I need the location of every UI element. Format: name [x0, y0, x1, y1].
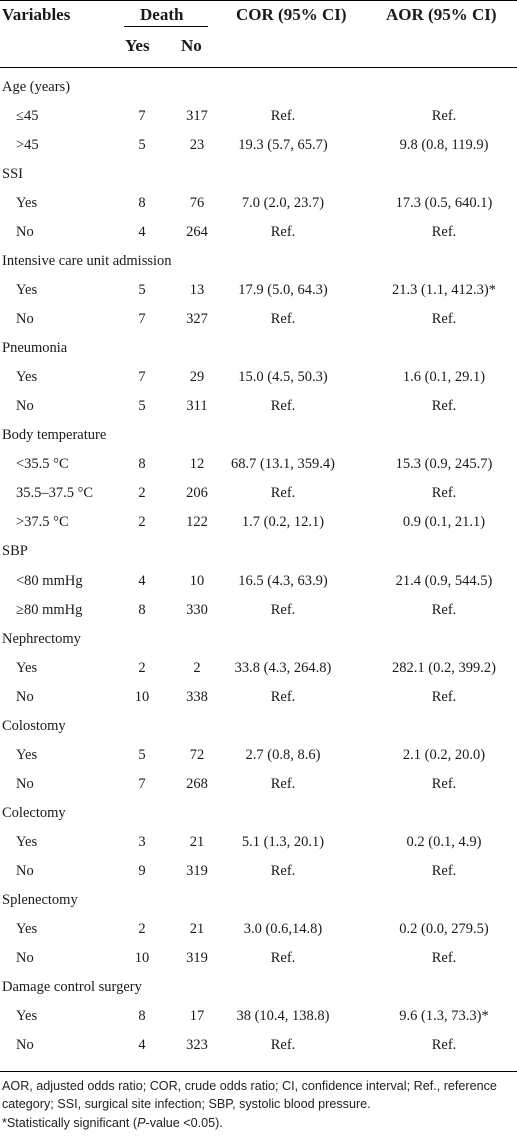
aor-cell: 0.9 (0.1, 21.1): [402, 514, 486, 531]
variable-cell: No: [16, 775, 34, 792]
death-yes-cell: 10: [134, 949, 150, 966]
table-row: [0, 1031, 517, 1060]
aor-cell: Ref.: [431, 224, 457, 241]
variable-cell: Yes: [16, 659, 38, 676]
footnote-significance: *Statistically significant (P-value <0.05).: [2, 1116, 223, 1130]
aor-cell: Ref.: [431, 775, 457, 792]
aor-cell: 21.3 (1.1, 412.3)*: [392, 282, 496, 299]
aor-cell: Ref.: [431, 311, 457, 328]
cor-cell: 2.7 (0.8, 8.6): [245, 746, 321, 763]
table-group-row: [0, 160, 517, 189]
death-no-cell: 206: [186, 485, 208, 502]
table-top-rule: [0, 0, 517, 1]
aor-cell: 17.3 (0.5, 640.1): [395, 195, 493, 212]
table-row: [0, 450, 517, 479]
death-yes-cell: 8: [138, 1007, 146, 1024]
death-yes-cell: 3: [138, 833, 146, 850]
table-row: [0, 770, 517, 799]
death-no-cell: 17: [189, 1007, 205, 1024]
variable-cell: No: [16, 862, 34, 879]
aor-cell: 0.2 (0.0, 279.5): [399, 920, 489, 937]
cor-cell: 33.8 (4.3, 264.8): [234, 659, 332, 676]
table-row: [0, 828, 517, 857]
death-no-cell: 311: [186, 398, 208, 415]
cor-cell: 16.5 (4.3, 63.9): [238, 572, 328, 589]
death-no-cell: 319: [186, 862, 208, 879]
variable-cell: Yes: [16, 920, 38, 937]
cor-cell: 5.1 (1.3, 20.1): [241, 833, 325, 850]
table-bottom-rule: [0, 1071, 517, 1072]
variable-cell: Yes: [16, 833, 38, 850]
table-row: [0, 741, 517, 770]
cor-cell: 68.7 (13.1, 359.4): [231, 456, 335, 473]
variable-cell: Yes: [16, 195, 38, 212]
aor-cell: 15.3 (0.9, 245.7): [395, 456, 493, 473]
variable-cell: <35.5 °C: [16, 456, 69, 473]
death-no-cell: 264: [186, 224, 208, 241]
table-row: [0, 189, 517, 218]
death-no-cell: 319: [186, 949, 208, 966]
table-row: [0, 944, 517, 973]
table-row: [0, 363, 517, 392]
death-yes-cell: 8: [138, 195, 146, 212]
variable-cell: SBP: [2, 543, 28, 560]
table-row: [0, 915, 517, 944]
cor-cell: Ref.: [270, 775, 296, 792]
death-yes-cell: 5: [138, 746, 146, 763]
variable-cell: No: [16, 1036, 34, 1053]
aor-cell: 9.6 (1.3, 73.3)*: [399, 1007, 489, 1024]
death-header-rule: [124, 26, 208, 27]
variable-cell: >45: [16, 137, 39, 154]
aor-cell: Ref.: [431, 862, 457, 879]
variable-cell: ≤45: [16, 108, 39, 125]
variable-cell: Intensive care unit admission: [2, 253, 172, 270]
variable-cell: No: [16, 224, 34, 241]
cor-cell: 7.0 (2.0, 23.7): [241, 195, 325, 212]
death-no-cell: 13: [189, 282, 205, 299]
death-yes-cell: 10: [134, 688, 150, 705]
table-group-row: [0, 334, 517, 363]
table-group-row: [0, 625, 517, 654]
table-group-row: [0, 421, 517, 450]
cor-cell: 38 (10.4, 138.8): [236, 1007, 330, 1024]
footnote-abbreviations: AOR, adjusted odds ratio; COR, crude odds ratio; CI, confidence interval; Ref., reference category; SSI, surgical site infection; SBP, systolic blood pressure.: [2, 1079, 497, 1111]
death-yes-cell: 4: [138, 1036, 146, 1053]
header-aor: AOR (95% CI): [386, 5, 497, 24]
death-yes-cell: 9: [138, 862, 146, 879]
table-row: [0, 218, 517, 247]
table-row: [0, 131, 517, 160]
death-no-cell: 10: [189, 572, 205, 589]
cor-cell: Ref.: [270, 688, 296, 705]
death-yes-cell: 7: [138, 775, 146, 792]
variable-cell: Colostomy: [2, 717, 66, 734]
variable-cell: Yes: [16, 282, 38, 299]
aor-cell: Ref.: [431, 1036, 457, 1053]
death-no-cell: 21: [189, 833, 205, 850]
death-no-cell: 23: [189, 137, 205, 154]
table-row: [0, 1002, 517, 1031]
aor-cell: Ref.: [431, 108, 457, 125]
cor-cell: Ref.: [270, 311, 296, 328]
table-row: [0, 508, 517, 537]
variable-cell: No: [16, 688, 34, 705]
header-death-no: No: [181, 36, 202, 55]
variable-cell: Nephrectomy: [2, 630, 81, 647]
header-cor: COR (95% CI): [236, 5, 347, 24]
variable-cell: Body temperature: [2, 427, 107, 444]
death-no-cell: 323: [186, 1036, 208, 1053]
table-row: [0, 102, 517, 131]
table-row: [0, 276, 517, 305]
death-yes-cell: 2: [138, 659, 146, 676]
table-group-row: [0, 537, 517, 566]
aor-cell: 2.1 (0.2, 20.0): [402, 746, 486, 763]
death-yes-cell: 7: [138, 369, 146, 386]
table-group-row: [0, 886, 517, 915]
death-no-cell: 76: [189, 195, 205, 212]
cor-cell: 17.9 (5.0, 64.3): [238, 282, 328, 299]
death-yes-cell: 8: [138, 601, 146, 618]
variable-cell: Yes: [16, 746, 38, 763]
table-group-row: [0, 973, 517, 1002]
death-no-cell: 268: [186, 775, 208, 792]
table-row: [0, 596, 517, 625]
aor-cell: Ref.: [431, 949, 457, 966]
variable-cell: <80 mmHg: [16, 572, 83, 589]
death-yes-cell: 7: [138, 108, 146, 125]
aor-cell: Ref.: [431, 601, 457, 618]
death-yes-cell: 4: [138, 572, 146, 589]
cor-cell: Ref.: [270, 398, 296, 415]
death-yes-cell: 5: [138, 137, 146, 154]
table-group-row: [0, 712, 517, 741]
aor-cell: 21.4 (0.9, 544.5): [395, 572, 493, 589]
table-row: [0, 392, 517, 421]
variable-cell: SSI: [2, 166, 23, 183]
variable-cell: 35.5–37.5 °C: [16, 485, 94, 502]
death-no-cell: 317: [186, 108, 208, 125]
p-value-italic: P: [137, 1116, 146, 1130]
death-no-cell: 2: [193, 659, 201, 676]
variable-cell: No: [16, 311, 34, 328]
table-row: [0, 654, 517, 683]
variable-cell: Splenectomy: [2, 891, 78, 908]
aor-cell: 282.1 (0.2, 399.2): [392, 659, 496, 676]
death-yes-cell: 5: [138, 398, 146, 415]
table-row: [0, 479, 517, 508]
cor-cell: Ref.: [270, 601, 296, 618]
death-no-cell: 338: [186, 688, 208, 705]
variable-cell: Yes: [16, 369, 38, 386]
aor-cell: Ref.: [431, 398, 457, 415]
cor-cell: Ref.: [270, 1036, 296, 1053]
table-group-row: [0, 799, 517, 828]
death-yes-cell: 2: [138, 485, 146, 502]
aor-cell: 1.6 (0.1, 29.1): [402, 369, 486, 386]
cor-cell: 3.0 (0.6,14.8): [243, 920, 323, 937]
death-no-cell: 327: [186, 311, 208, 328]
variable-cell: Age (years): [2, 79, 71, 95]
variable-cell: >37.5 °C: [16, 514, 69, 531]
aor-cell: 0.2 (0.1, 4.9): [406, 833, 482, 850]
aor-cell: Ref.: [431, 688, 457, 705]
death-no-cell: 21: [189, 920, 205, 937]
death-no-cell: 12: [189, 456, 205, 473]
death-no-cell: 29: [189, 369, 205, 386]
table-group-row: [0, 247, 517, 276]
table-row: [0, 567, 517, 596]
cor-cell: Ref.: [270, 862, 296, 879]
death-no-cell: 72: [189, 746, 205, 763]
variable-cell: No: [16, 398, 34, 415]
cor-cell: Ref.: [270, 108, 296, 125]
death-yes-cell: 2: [138, 920, 146, 937]
death-yes-cell: 7: [138, 311, 146, 328]
variable-cell: Damage control surgery: [2, 978, 142, 995]
death-yes-cell: 5: [138, 282, 146, 299]
cor-cell: 19.3 (5.7, 65.7): [238, 137, 328, 154]
aor-cell: Ref.: [431, 485, 457, 502]
variable-cell: Pneumonia: [2, 340, 68, 357]
variable-cell: Yes: [16, 1007, 38, 1024]
cor-cell: Ref.: [270, 224, 296, 241]
cor-cell: Ref.: [270, 949, 296, 966]
variable-cell: ≥80 mmHg: [16, 601, 83, 618]
header-bottom-rule: [0, 67, 517, 68]
death-yes-cell: 2: [138, 514, 146, 531]
death-yes-cell: 4: [138, 224, 146, 241]
cor-cell: 15.0 (4.5, 50.3): [238, 369, 328, 386]
death-yes-cell: 8: [138, 456, 146, 473]
cor-cell: 1.7 (0.2, 12.1): [241, 514, 325, 531]
table-row: [0, 857, 517, 886]
table-row: [0, 683, 517, 712]
variable-cell: Colectomy: [2, 804, 66, 821]
header-variables: Variables: [2, 5, 71, 24]
table-row: [0, 305, 517, 334]
table-group-row: [0, 73, 517, 102]
death-no-cell: 330: [186, 601, 208, 618]
aor-cell: 9.8 (0.8, 119.9): [399, 137, 489, 154]
header-death-yes: Yes: [125, 36, 150, 55]
header-death: Death: [140, 5, 184, 24]
variable-cell: No: [16, 949, 34, 966]
cor-cell: Ref.: [270, 485, 296, 502]
death-no-cell: 122: [186, 514, 208, 531]
